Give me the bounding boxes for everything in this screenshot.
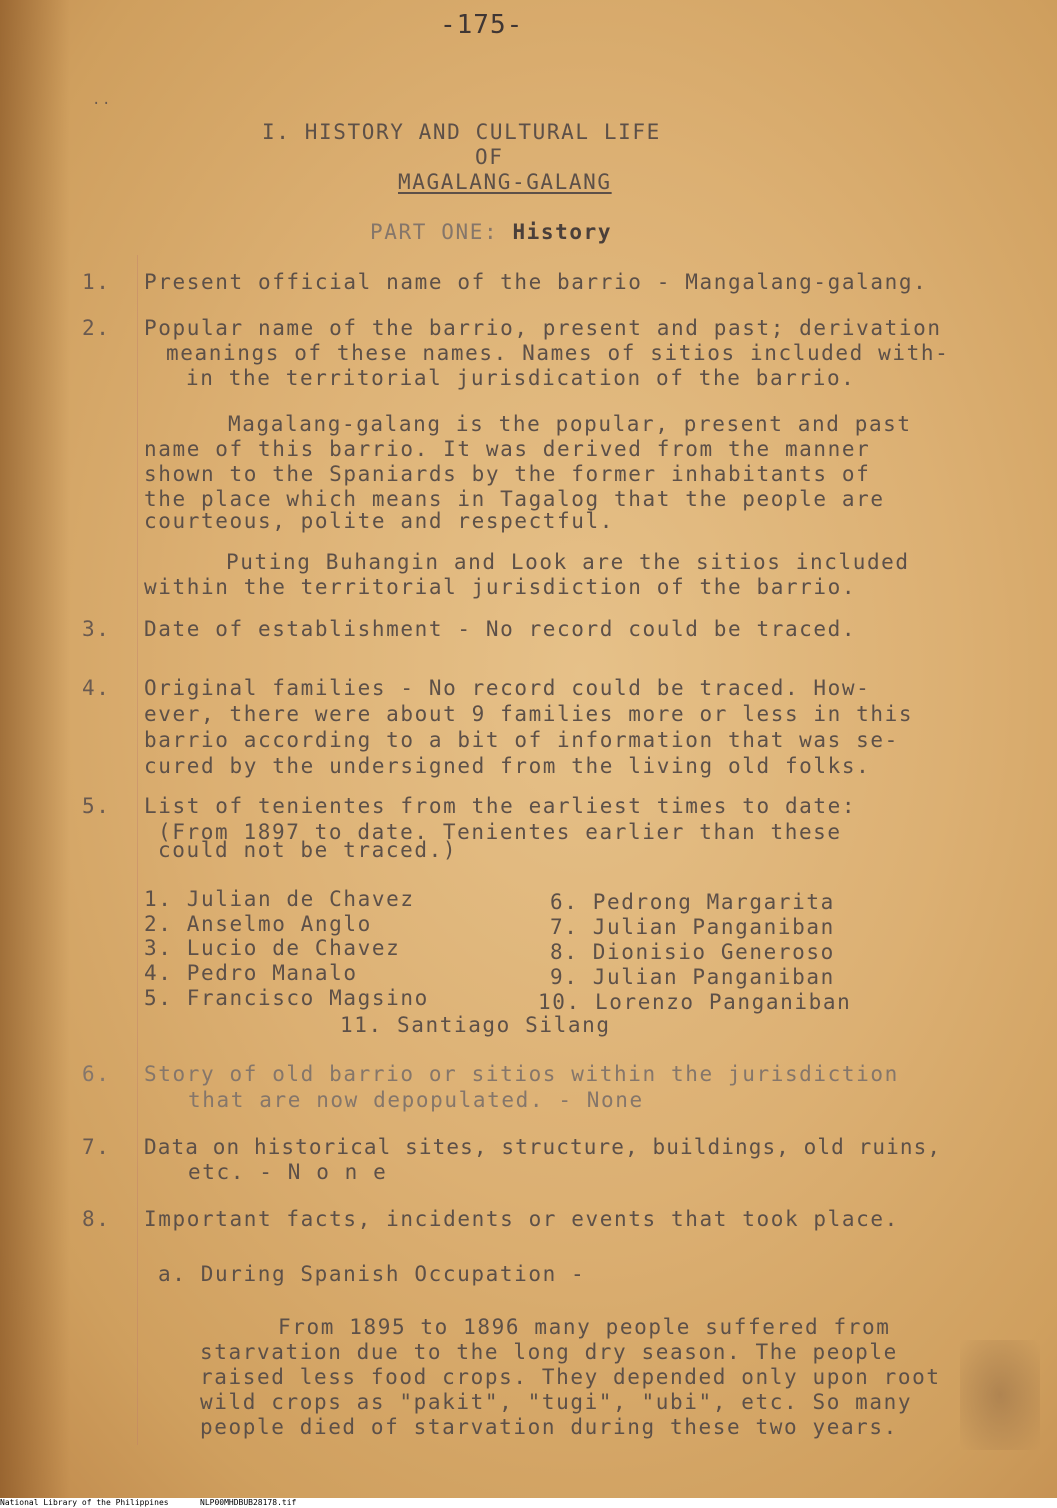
item-6-line-1: Story of old barrio or sitios within the jurisdiction: [144, 1062, 899, 1086]
item-1-number: 1.: [82, 270, 111, 294]
item-7-line-2: etc. - N o n e: [188, 1160, 388, 1184]
scan-footer: [0, 1498, 1057, 1508]
teniente-left-3: 3. Lucio de Chavez: [144, 936, 401, 960]
teniente-right-6: 6. Pedrong Margarita: [550, 890, 835, 914]
item-8-sub-a: a. During Spanish Occupation -: [158, 1262, 586, 1286]
title-line-2: OF: [475, 145, 504, 169]
item-8-line-1: Important facts, incidents or events that took place.: [144, 1207, 899, 1231]
item-6-number: 6.: [82, 1062, 111, 1086]
item-2-para1-line-5: courteous, polite and respectful.: [144, 509, 615, 533]
teniente-right-10: 10. Lorenzo Panganiban: [538, 990, 852, 1014]
item-7-number: 7.: [82, 1135, 111, 1159]
item-2-number: 2.: [82, 316, 111, 340]
item-8-para-line-1: From 1895 to 1896 many people suffered from: [278, 1315, 891, 1339]
binding-shadow: [0, 0, 70, 1498]
item-2-line-1: Popular name of the barrio, present and past; derivation: [144, 316, 942, 340]
item-5-line-1: List of tenientes from the earliest times to date:: [144, 794, 857, 818]
title-line-1: I. HISTORY AND CULTURAL LIFE: [262, 120, 661, 144]
item-2-para1-line-4: the place which means in Tagalog that the people are: [144, 487, 885, 511]
item-1-line-1: Present official name of the barrio - Mangalang-galang.: [144, 270, 928, 294]
item-4-line-4: cured by the undersigned from the living old folks.: [144, 754, 871, 778]
teniente-left-5: 5. Francisco Magsino: [144, 986, 429, 1010]
part-heading: [370, 220, 612, 245]
item-8-para-line-2: starvation due to the long dry season. The people: [200, 1340, 898, 1364]
footer-filename: NLP00MHDBUB28178.tif: [200, 1498, 297, 1507]
item-4-line-1: Original families - No record could be traced. How-: [144, 676, 871, 700]
item-2-line-2: meanings of these names. Names of sitios included with-: [166, 341, 950, 365]
teniente-left-4: 4. Pedro Manalo: [144, 961, 358, 985]
item-3-number: 3.: [82, 617, 111, 641]
margin-mark: ..: [92, 92, 113, 108]
item-2-para2-line-1: Puting Buhangin and Look are the sitios included: [226, 550, 910, 574]
teniente-right-8: 8. Dionisio Generoso: [550, 940, 835, 964]
teniente-left-2: 2. Anselmo Anglo: [144, 912, 372, 936]
item-3-line-1: Date of establishment - No record could be traced.: [144, 617, 857, 641]
margin-line: [137, 255, 138, 1445]
item-4-number: 4.: [82, 676, 111, 700]
item-6-line-2: that are now depopulated. - None: [188, 1088, 644, 1112]
item-7-line-1: Data on historical sites, structure, buildings, old ruins,: [144, 1135, 942, 1159]
title-line-3: MAGALANG-GALANG: [398, 170, 612, 194]
page-number: -175-: [440, 10, 524, 40]
paper-stain: [960, 1340, 1040, 1450]
item-4-line-3: barrio according to a bit of information that was se-: [144, 728, 899, 752]
item-2-para2-line-2: within the territorial jurisdiction of the barrio.: [144, 575, 857, 599]
part-heading-word: History: [512, 220, 613, 244]
part-heading-prefix: PART ONE:: [370, 220, 513, 244]
item-2-para1-line-2: name of this barrio. It was derived from the manner: [144, 437, 871, 461]
item-5-line-3: could not be traced.): [158, 838, 458, 862]
teniente-right-9: 9. Julian Panganiban: [550, 965, 835, 989]
item-8-number: 8.: [82, 1207, 111, 1231]
item-2-line-3: in the territorial jurisdication of the barrio.: [186, 366, 856, 390]
footer-library: National Library of the Philippines: [0, 1498, 169, 1507]
item-2-para1-line-3: shown to the Spaniards by the former inhabitants of: [144, 462, 871, 486]
item-8-para-line-5: people died of starvation during these two years.: [200, 1415, 898, 1439]
item-2-para1-line-1: Magalang-galang is the popular, present and past: [228, 412, 912, 436]
item-4-line-2: ever, there were about 9 families more or less in this: [144, 702, 914, 726]
teniente-right-7: 7. Julian Panganiban: [550, 915, 835, 939]
teniente-11: 11. Santiago Silang: [340, 1013, 611, 1037]
item-8-para-line-4: wild crops as "pakit", "tugi", "ubi", etc. So many: [200, 1390, 913, 1414]
item-5-line-2: (From 1897 to date. Tenientes earlier than these: [158, 820, 842, 844]
item-5-number: 5.: [82, 794, 111, 818]
item-8-para-line-3: raised less food crops. They depended only upon root: [200, 1365, 941, 1389]
teniente-left-1: 1. Julian de Chavez: [144, 887, 415, 911]
